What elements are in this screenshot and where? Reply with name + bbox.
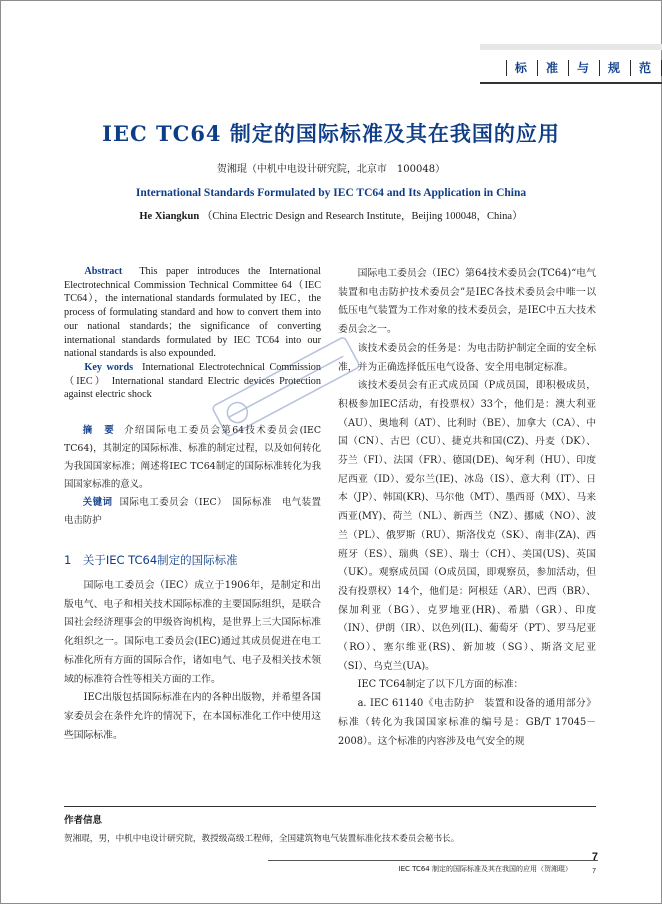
author-info <box>64 806 596 844</box>
body-paragraph: IEC TC64制定了以下几方面的标准： <box>357 679 524 691</box>
abstract-zh-label: 摘 要 <box>82 425 116 437</box>
page-number-small: 7 <box>592 868 596 875</box>
article-title: IEC TC64 制定的国际标准及其在我国的应用 <box>102 121 560 146</box>
author-info-rule <box>64 806 596 807</box>
keywords-text: International Electrotechnical Commission（IEC） International standard Electric devices Protection against electric shock <box>64 361 321 401</box>
page-number: 7 <box>591 851 598 863</box>
section-header <box>480 44 662 88</box>
section-heading: 1 关于IEC TC64制定的国际标准 <box>64 553 238 568</box>
author-line-zh: 贺湘琨（中机中电设计研究院，北京市 100048） <box>216 164 446 175</box>
keywords-zh-label: 关键词 <box>82 497 113 509</box>
author-info-heading: 作者信息 <box>64 815 103 826</box>
footer-line <box>268 860 598 861</box>
abstract-label: Abstract <box>84 266 123 277</box>
body-paragraph: 国际电工委员会（IEC）第64技术委员会(TC64)“电气装置和电击防护技术委员会”是IEC各技术委员会中唯一以低压电气装置为工作对象的技术委员会，是IEC中五大技术委员会之一。 <box>338 268 596 336</box>
header-bottom-line <box>480 82 662 84</box>
header-top-bar <box>480 44 662 50</box>
article-title-en: International Standards Formulated by IEC TC64 and Its Application in China <box>135 187 527 199</box>
keywords-label: Key words <box>84 361 134 373</box>
abstract-text: This paper introduces the International Electrotechnical Commission Technical Committee 64（IEC TC64），the international standards formulated by IEC，the process of formulating standard and how to convert them into our national standards；the significance of converting international standards formulated by IEC TC64 into our national standards is also expounded. <box>64 266 322 360</box>
right-column <box>338 265 596 751</box>
section-label: 标 准 与 规 范 <box>480 60 662 76</box>
abstract-zh-text: 介绍国际电工委员会第64技术委员会(IEC TC64)，其制定的国际标准、标准的制定过程，以及如何转化为我国国家标准；阐述将IEC TC64制定的国际标准转化为我国国家标准的意义。 <box>64 425 321 491</box>
body-paragraph: a. IEC 61140《电击防护 装置和设备的通用部分》标准（转化为我国国家标准的编号是：GB/T 17045－2008）。这个标准的内容涉及电气安全的规 <box>338 698 596 747</box>
body-paragraph: 该技术委员会有正式成员国（P成员国，即积极成员，积极参加IEC活动，有投票权）33个，他们是：澳大利亚（AU）、奥地利（AT）、比利时（BE）、加拿大（CA）、中国（CN）、古巴（CU）、捷克共和国(CZ)、丹麦（DK）、芬兰（FI）、法国（FR）、德国(DE)、匈牙利（HU）、印度尼西亚（ID）、爱尔兰(IE)、冰岛（IS）、意大利（IT）、日本（JP）、韩国(KR)、马尔他（MT）、墨西哥（MX）、马来西亚(MY)、荷兰（NL）、新西兰（NZ）、挪威（NO）、波兰（PL）、俄罗斯（RU）、斯洛伐克（SK）、南非(ZA)、西班牙（ES）、瑞典（SE）、瑞士（CH）、美国(US)、英国（UK）。观察成员国（O成员国，即观察员，参加活动，但没有投票权）14个，他们是：阿根廷（AR）、巴西（BR）、保加利亚（BG）、克罗地亚(HR)、希腊（GR）、印度（IN）、伊朗（IR）、以色列(IL)、葡萄牙（PT）、罗马尼亚（RO）、塞尔维亚(RS)、新加坡（SG）、斯洛文尼亚（SI）、乌克兰(UA)。 <box>338 380 596 672</box>
body-paragraph: 该技术委员会的任务是：为电击防护制定全面的安全标准，并为正确选择低压电气设备、安全用电制定标准。 <box>338 342 596 373</box>
author-info-text: 贺湘琨，男，中机中电设计研究院，教授级高级工程师，全国建筑物电气装置标准化技术委员会秘书长。 <box>64 834 460 844</box>
watermark-stamp <box>200 330 370 440</box>
body-paragraph: IEC出版包括国际标准在内的各种出版物，并希望各国家委员会在条件允许的情况下，在本国标准化工作中使用这些国际标准。 <box>64 692 321 741</box>
keywords-zh-text: 国际电工委员会（IEC） 国际标准 电气装置 电击防护 <box>64 497 331 527</box>
footer-running-title: IEC TC64 制定的国际标准及其在我国的应用（贺湘琨） <box>398 865 572 873</box>
body-paragraph: 国际电工委员会（IEC）成立于1906年，是制定和出版电气、电子和相关技术国际标准的主要国际组织，是联合国社会经济理事会的甲级咨询机构，是世界上三大国际标准化组织之一。国际电工委员会(IEC)通过其成员促进在电工标准化所有方面的国际合作，诸如电气、电子及相关技术领域的标准符合性等相关方面的工作。 <box>64 580 321 685</box>
page-footer <box>268 851 598 875</box>
author-line-en: He Xiangkun （China Electric Design and Research Institute，Beijing 100048，China） <box>139 211 523 222</box>
